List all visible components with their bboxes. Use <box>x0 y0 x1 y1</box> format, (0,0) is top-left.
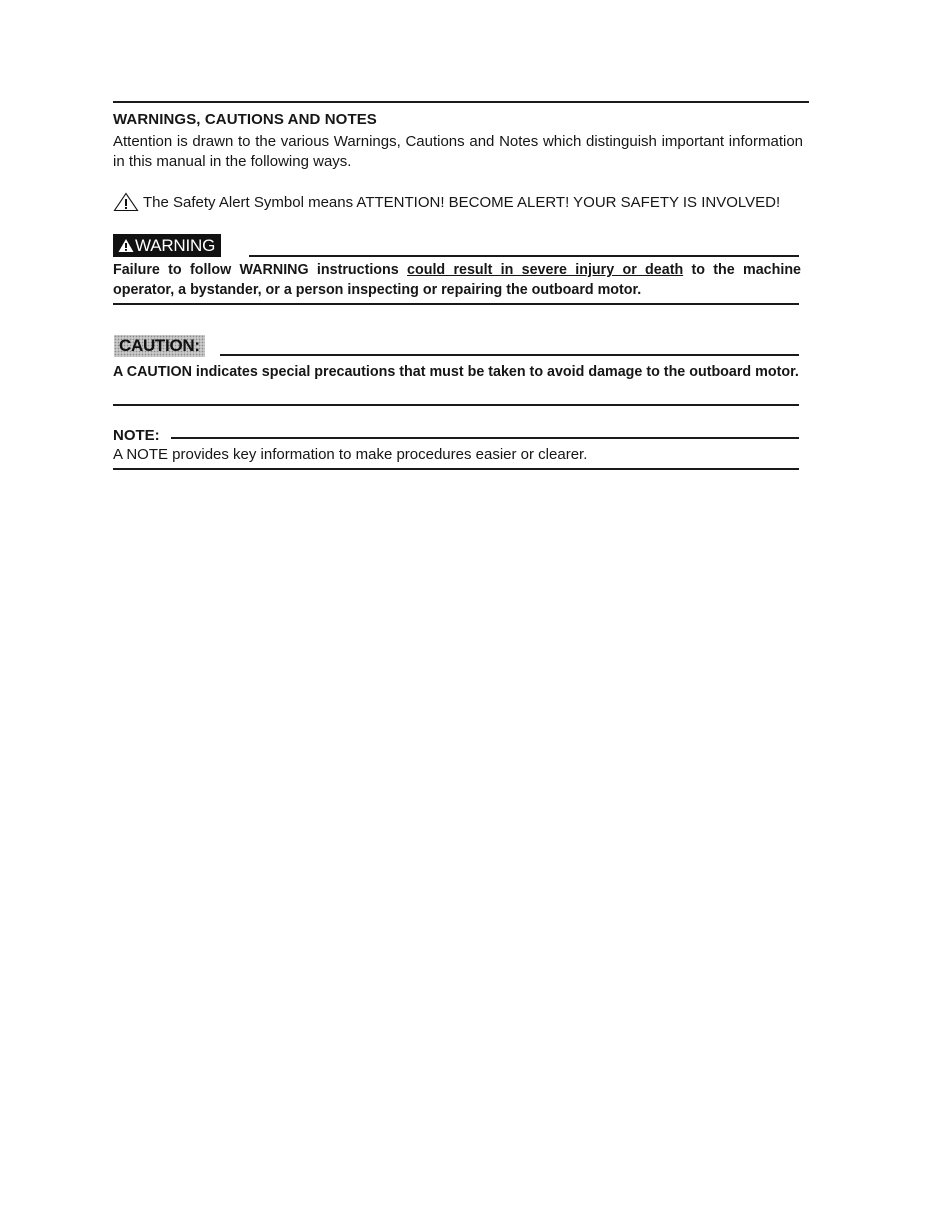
warning-badge <box>113 234 221 257</box>
caution-badge <box>114 335 205 357</box>
warning-bottom-rule <box>113 303 799 305</box>
caution-bottom-rule <box>113 404 799 406</box>
caution-header-rule <box>220 354 799 356</box>
warning-label: WARNING <box>135 235 216 255</box>
note-header-rule <box>171 437 799 439</box>
warning-header-rule <box>249 255 799 257</box>
safety-alert-line <box>113 192 813 212</box>
warning-text-underlined: could result in severe injury or death <box>407 262 684 278</box>
top-rule <box>113 101 809 103</box>
warning-text-after: to the machine operator, a bystander, or a person inspecting or repairing the outboard motor. <box>113 262 802 298</box>
caution-label: CAUTION: <box>119 336 200 355</box>
intro-paragraph: Attention is drawn to the various Warnings, Cautions and Notes which distinguish important information in this manual in the following ways. <box>113 133 803 170</box>
note-bottom-rule <box>113 468 799 470</box>
caution-text: A CAUTION indicates special precautions that must be taken to avoid damage to the outboard motor. <box>113 364 799 380</box>
warning-text-before: Failure to follow WARNING instructions <box>113 262 399 278</box>
note-label: NOTE: <box>113 427 160 444</box>
warning-text <box>113 260 801 300</box>
safety-alert-text: The Safety Alert Symbol means ATTENTION! BECOME ALERT! YOUR SAFETY IS INVOLVED! <box>143 193 781 211</box>
warning-triangle-icon <box>118 238 134 253</box>
note-text: A NOTE provides key information to make procedures easier or clearer. <box>113 446 588 463</box>
section-heading: WARNINGS, CAUTIONS AND NOTES <box>113 111 377 128</box>
safety-alert-triangle-icon <box>113 192 139 212</box>
